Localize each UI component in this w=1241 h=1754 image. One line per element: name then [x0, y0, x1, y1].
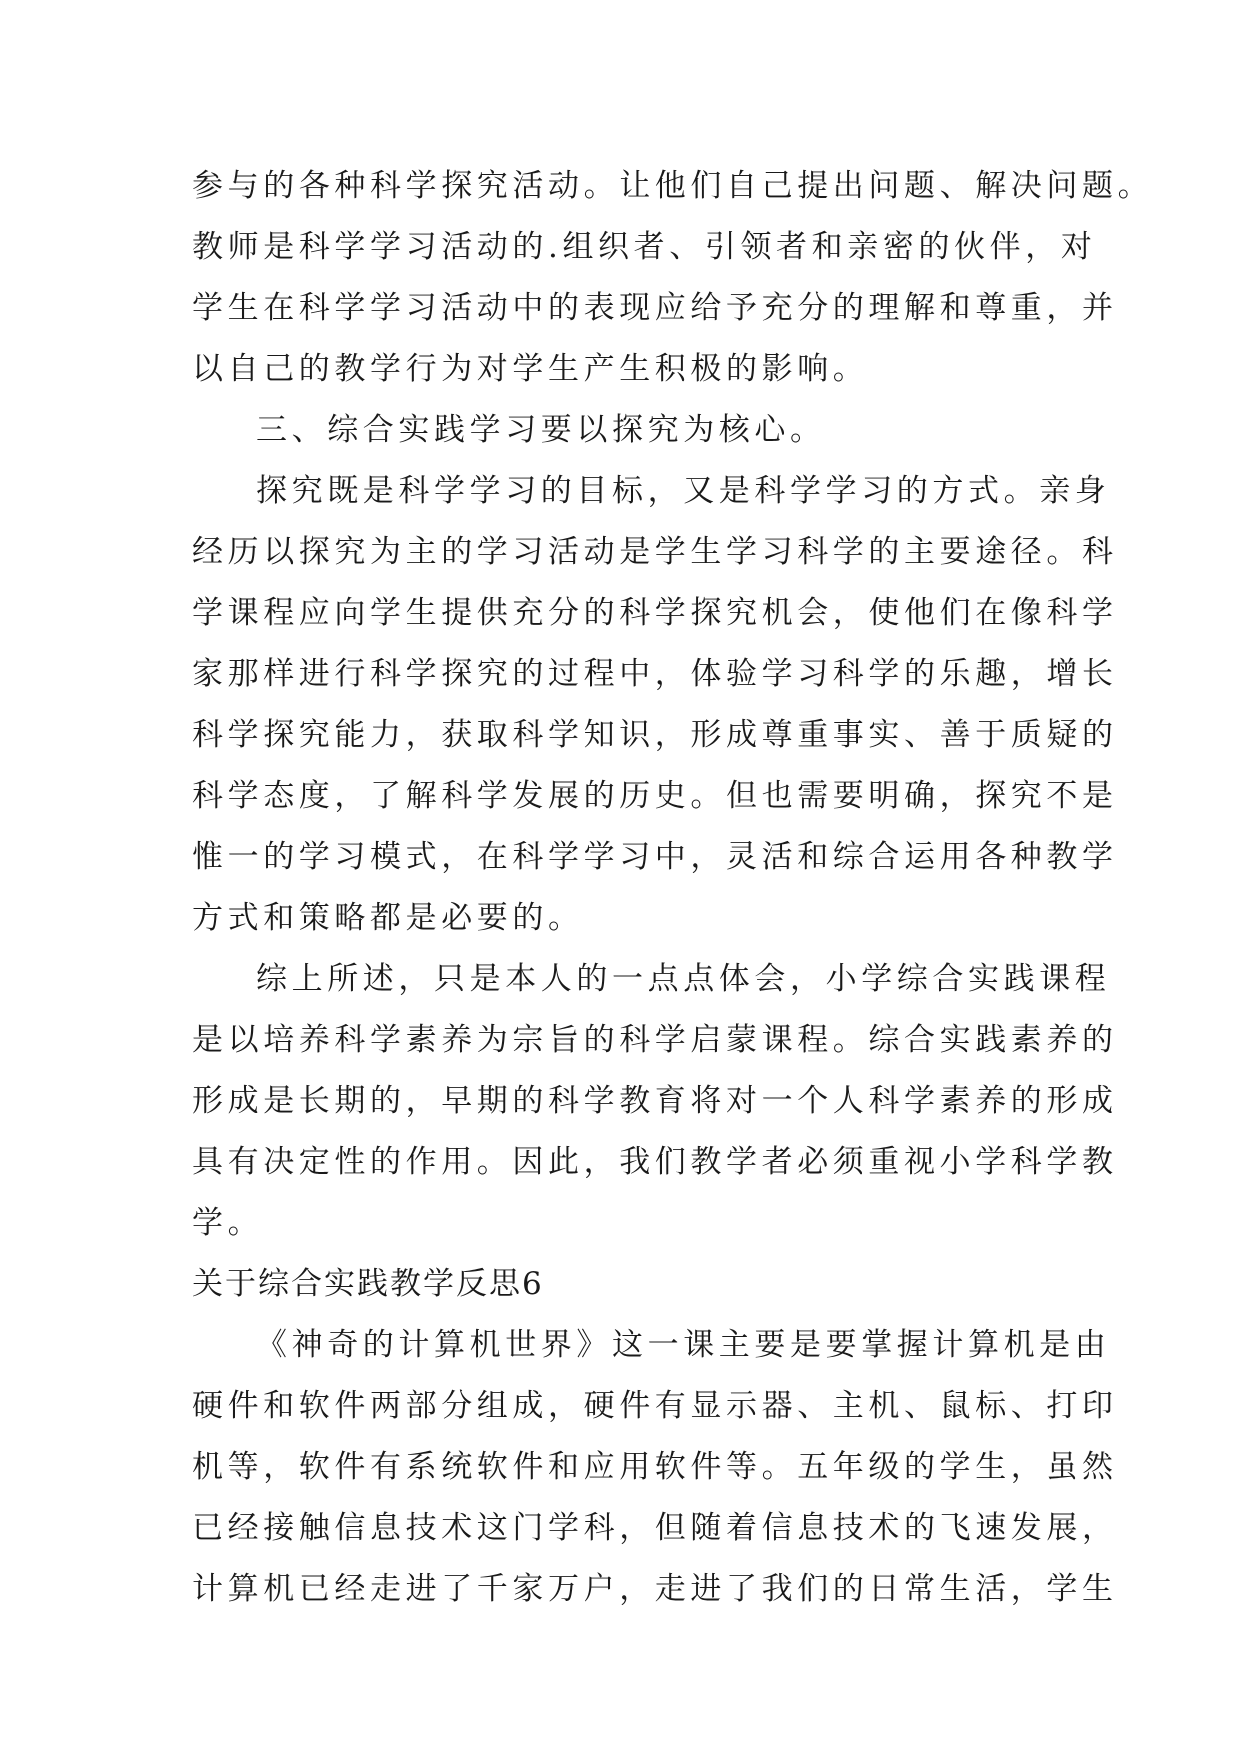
inquiry-paragraph: [192, 461, 1118, 949]
paragraph-line: 计算机已经走进了千家万户，走进了我们的日常生活，学生: [192, 1571, 1118, 1607]
paragraph-line: 硬件和软件两部分组成，硬件有显示器、主机、鼠标、打印: [192, 1388, 1118, 1424]
paragraph-line: 科学探究能力，获取科学知识，形成尊重事实、善于质疑的: [192, 717, 1118, 753]
paragraph-line: 具有决定性的作用。因此，我们教学者必须重视小学科学教: [192, 1144, 1118, 1180]
paragraph-line: 惟一的学习模式，在科学学习中，灵活和综合运用各种教学: [192, 839, 1118, 875]
section-heading-three: 三、综合实践学习要以探究为核心。: [256, 412, 826, 448]
paragraph-line: 参与的各种科学探究活动。让他们自己提出问题、解决问题。: [192, 168, 1154, 204]
section-title: 关于综合实践教学反思6: [192, 1266, 544, 1302]
paragraph-line: 学生在科学学习活动中的表现应给予充分的理解和尊重，并: [192, 290, 1118, 326]
paragraph-line: 形成是长期的，早期的科学教育将对一个人科学素养的形成: [192, 1083, 1118, 1119]
continuation-paragraph: [192, 156, 1154, 400]
computer-paragraph: [192, 1315, 1118, 1620]
paragraph-line: 《神奇的计算机世界》这一课主要是要掌握计算机是由: [256, 1327, 1111, 1363]
paragraph-line: 家那样进行科学探究的过程中，体验学习科学的乐趣，增长: [192, 656, 1118, 692]
document-body: [192, 156, 1154, 1620]
paragraph-line: 是以培养科学素养为宗旨的科学启蒙课程。综合实践素养的: [192, 1022, 1118, 1058]
paragraph-line: 综上所述，只是本人的一点点体会，小学综合实践课程: [256, 961, 1111, 997]
paragraph-line: 科学态度，了解科学发展的历史。但也需要明确，探究不是: [192, 778, 1118, 814]
paragraph-line: 学课程应向学生提供充分的科学探究机会，使他们在像科学: [192, 595, 1118, 631]
paragraph-line: 机等，软件有系统软件和应用软件等。五年级的学生，虽然: [192, 1449, 1118, 1485]
paragraph-line: 探究既是科学学习的目标，又是科学学习的方式。亲身: [256, 473, 1111, 509]
paragraph-line: 教师是科学学习活动的.组织者、引领者和亲密的伙伴，对: [192, 229, 1097, 265]
paragraph-line: 学。: [192, 1205, 264, 1241]
paragraph-line: 已经接触信息技术这门学科，但随着信息技术的飞速发展，: [192, 1510, 1118, 1546]
paragraph-line: 方式和策略都是必要的。: [192, 900, 584, 936]
paragraph-line: 经历以探究为主的学习活动是学生学习科学的主要途径。科: [192, 534, 1118, 570]
paragraph-line: 以自己的教学行为对学生产生积极的影响。: [192, 351, 869, 387]
summary-paragraph: [192, 949, 1118, 1254]
